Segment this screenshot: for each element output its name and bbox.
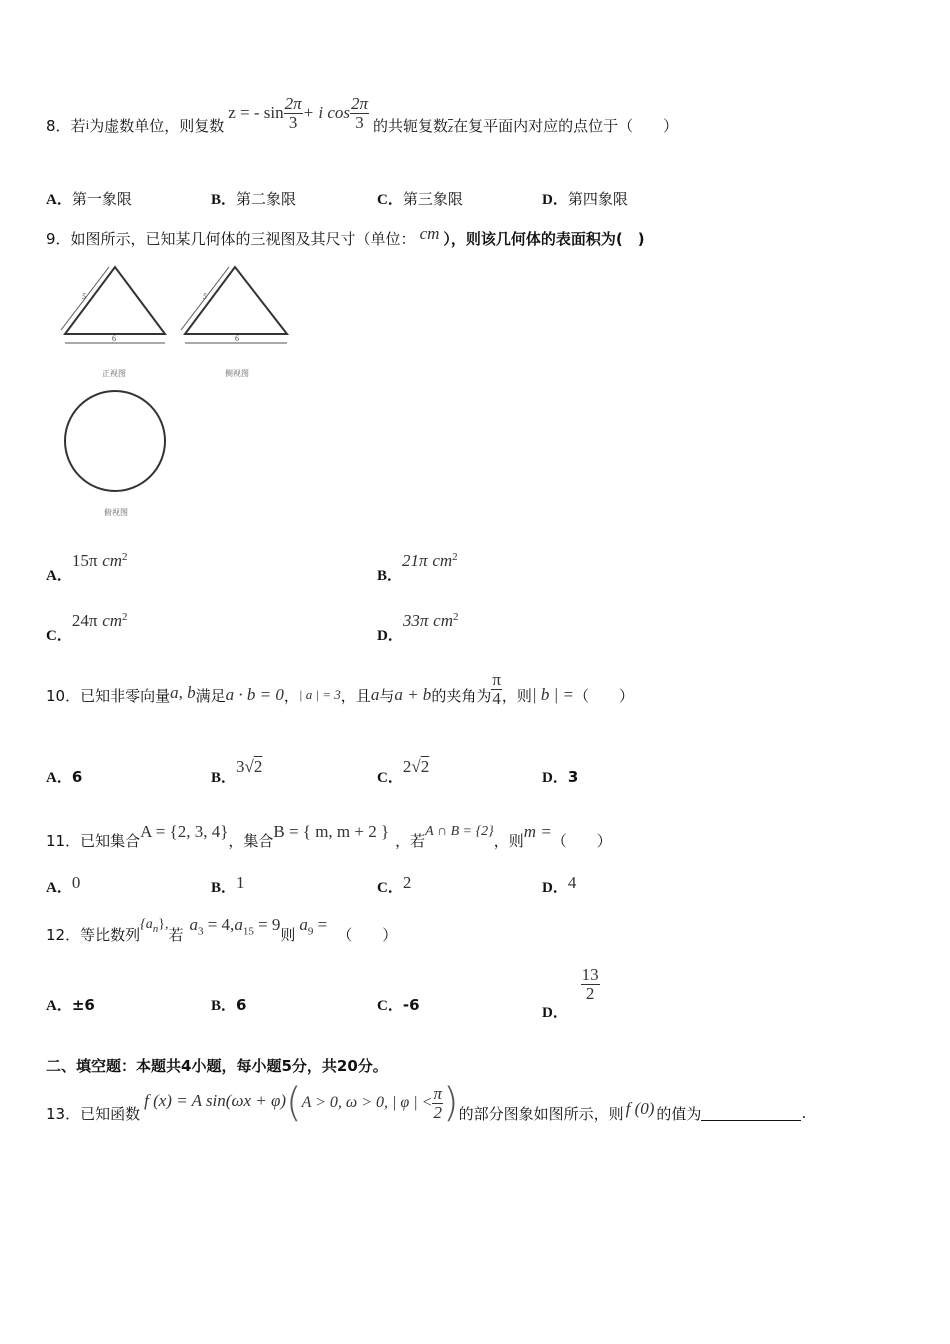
q13-end: . [801,1104,807,1122]
q8-conj: $\overline{z}$ [448,120,454,135]
q10-option-b: B．3√2 [211,757,263,786]
q11-options [46,872,906,896]
q11-setB: B = { m, m + 2 } [273,822,390,841]
front-view-triangle [65,267,165,334]
q9-option-b: B．21π $cm^2$ [377,551,458,584]
q9-text-a: 如图所示，已知某几何体的三视图及其尺寸（单位： [70,230,416,248]
q10-a: a [370,685,380,704]
q13-line: 13． 已知函数 f (x) = A sin(ωx + φ) ( A > 0, ω > 0, | φ | < $\frac{\pi}{2}$ ) 的部分图象如图所示，则 f (0) 的值为 . [46,1080,807,1126]
q11-line [46,812,612,852]
q12-number: 12． [46,925,81,944]
q13-text-b: 的部分图象如图所示，则 [458,1104,624,1123]
side-base-label: 6 [235,334,239,343]
q11-text-e: （ ） [551,831,612,850]
q13-f0: f (0) [625,1099,655,1118]
q10-angle: $\frac{\pi}{4}$ [492,669,501,708]
q10-vars: a, b [170,683,196,702]
q8-text-a: 若 [70,116,86,135]
q10-number: 10． [46,686,81,705]
q8-frac2: $\frac{2\pi}{3}$ [350,93,369,132]
q10-text-d: 与 [379,686,395,705]
q9-option-a: A．15π $cm^2$ [46,551,128,584]
q8-frac1: $\frac{2\pi}{3}$ [284,93,302,132]
q10-text-e: 的夹角为 [431,686,492,705]
q12-option-a: A．±6 [46,996,95,1014]
q10-cond1: a · b = 0 [225,685,284,704]
q13-number: 13． [46,1104,81,1123]
q12-text-a: 等比数列 [80,925,141,944]
q10-cond2: | a | = 3 [298,687,341,702]
q13-cond-frac: $\frac{\pi}{2}$ [433,1083,442,1122]
q11-text-b: ，集合 [228,831,274,850]
q10-text-c: ，且 [340,686,371,705]
front-side-label: 5 [82,292,86,301]
q11-number: 11． [46,831,81,850]
q13-answer-blank[interactable] [701,1106,801,1121]
q12-option-c: C．-6 [377,996,420,1014]
q11-option-b: B．1 [211,873,245,896]
q10-line [46,670,634,720]
q13-func: f (x) = A sin(ωx + φ) [144,1091,287,1110]
q10-apb: a + b [394,685,432,704]
q11-setA: A = {2, 3, 4} [140,822,229,841]
q8-formula-lhs: z = - sin [228,103,284,122]
q10-option-d: D．3 [542,768,579,786]
q8-text-b: 为虚数单位，则复数 [89,116,225,135]
q10-text-b: 满足 [195,686,226,705]
side-caption: 侧视图 [225,369,249,378]
q9-option-c: C．24π $cm^2$ [46,611,128,644]
q13-cond: A > 0, ω > 0, | φ | < [301,1094,433,1111]
q8-option-a: A．第一象限 [46,190,132,208]
q8-number: 8． [46,116,71,135]
q10-options [46,756,906,786]
q8-text-d: 在复平面内对应的点位于（ ） [453,116,679,135]
q11-m: m = [523,822,552,841]
q10-option-c: C．2√2 [377,757,430,786]
q9-line [46,224,645,249]
side-side-label: 5 [203,292,207,301]
q12-line [46,906,397,946]
q10-sep: ， [283,686,299,705]
q13-text-a: 已知函数 [80,1104,141,1123]
q11-inter: A ∩ B = {2} [425,824,494,839]
q12-text-c: 则 [280,925,296,944]
q9-unit: cm [419,224,440,243]
q12-text-d: （ ） [337,925,398,944]
q12-text-b: 若 [168,925,184,944]
q9-figure [55,262,305,522]
q8-option-d: D．第四象限 [542,190,628,208]
q12-options [46,965,906,1021]
q8-option-c: C．第三象限 [377,190,463,208]
q13-text-c: 的值为 [656,1104,702,1123]
section2-title: 二、填空题：本题共4小题，每小题5分，共20分。 [46,1057,388,1075]
q11-text-d: ，则 [493,831,524,850]
top-view-circle [65,391,165,491]
q11-option-d: D．4 [542,873,577,896]
q10-text-a: 已知非零向量 [80,686,171,705]
q10-text-f: ，则 [501,686,532,705]
side-view-triangle [185,267,287,334]
q12-option-d: D． $\frac{13}{2}$ [542,965,599,1021]
q8-formula-mid: + i cos [302,103,350,122]
top-caption: 俯视图 [104,508,128,517]
q8-option-b: B．第二象限 [211,190,297,208]
q12-a9: $a_9$ = [299,914,328,938]
front-caption: 正视图 [102,369,126,378]
q9-number: 9． [46,230,71,248]
front-base-label: 6 [112,334,116,343]
q10-absb: | b | = [531,685,575,704]
q8-text-c: 的共轭复数 [373,116,449,135]
q11-option-c: C．2 [377,873,412,896]
q10-text-g: （ ） [574,686,635,705]
q11-text-c: ，若 [395,831,426,850]
q12-seq: $\{a_n\}$, [140,917,169,935]
q10-option-a: A．6 [46,768,83,786]
q11-option-a: A．0 [46,873,81,896]
q9-text-b: ），则该几何体的表面积为( ) [443,230,645,248]
q12-option-b: B．6 [211,996,247,1014]
q8-i: i [85,117,90,132]
q12-cond: $a_3 = 4,a_{15} = 9$ [189,914,281,938]
q11-text-a: 已知集合 [80,831,141,850]
q8-line [46,93,679,150]
q9-option-d: D．33π $cm^2$ [377,611,459,644]
